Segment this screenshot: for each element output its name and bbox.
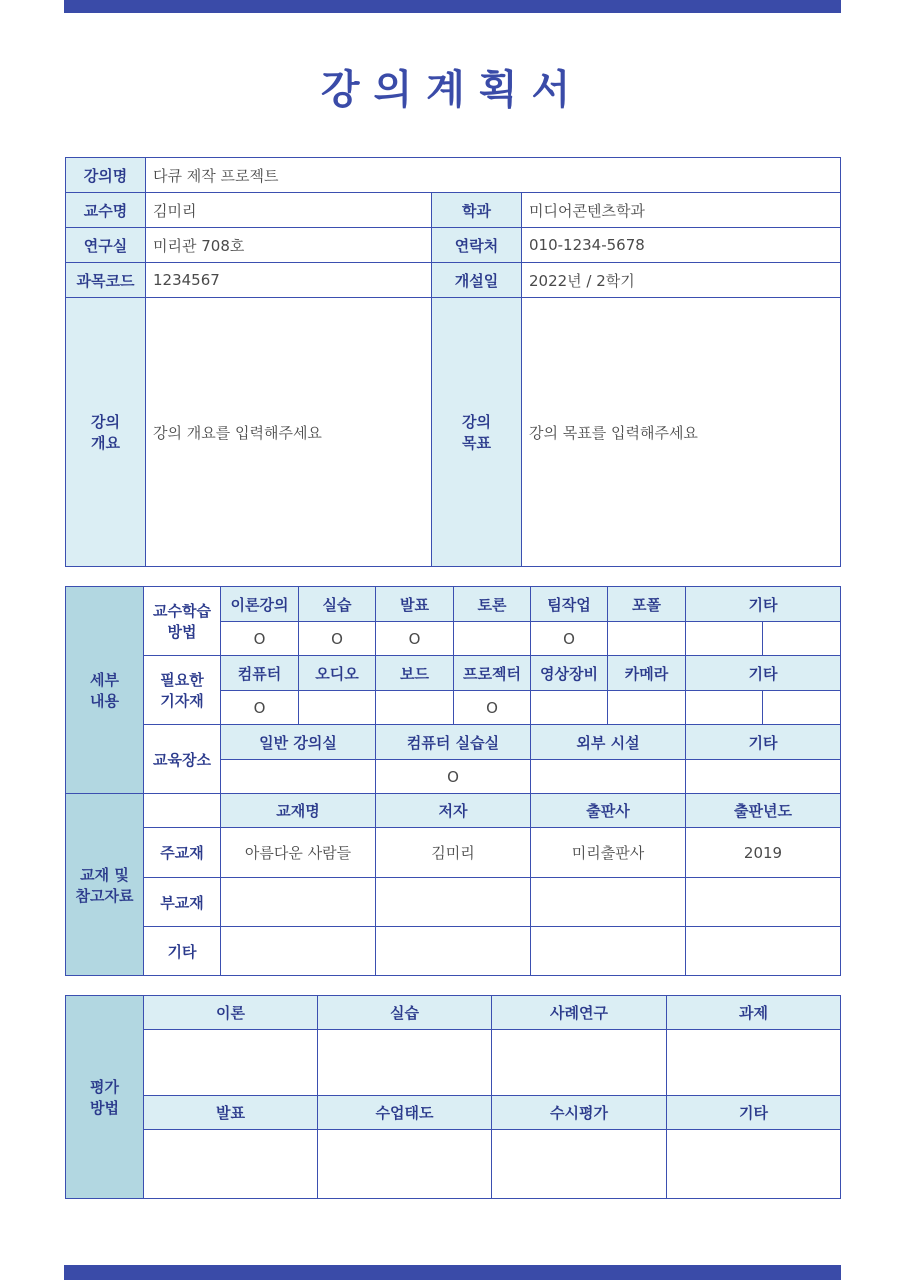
place-header-3: 기타: [685, 724, 841, 760]
book-publisher-0[interactable]: 미리출판사: [530, 827, 686, 878]
equipment-value-2[interactable]: [375, 690, 454, 725]
methods-header-4: 팀작업: [530, 586, 608, 622]
eval-bottom-value-3[interactable]: [666, 1129, 841, 1199]
equipment-header-4: 영상장비: [530, 655, 608, 691]
place-value-3[interactable]: [685, 759, 841, 794]
eval-bottom-value-0[interactable]: [143, 1129, 318, 1199]
label-contact: 연락처: [431, 227, 522, 263]
label-semester: 개설일: [431, 262, 522, 298]
equipment-header-6: 기타: [685, 655, 841, 691]
field-overview[interactable]: 강의 개요를 입력해주세요: [145, 297, 432, 567]
label-equipment: 필요한 기자재: [143, 655, 221, 725]
field-course-name[interactable]: 다큐 제작 프로젝트: [145, 157, 841, 193]
book-author-2[interactable]: [375, 926, 531, 976]
field-contact[interactable]: 010-1234-5678: [521, 227, 841, 263]
place-header-0: 일반 강의실: [220, 724, 376, 760]
label-dept: 학과: [431, 192, 522, 228]
place-header-1: 컴퓨터 실습실: [375, 724, 531, 760]
equipment-header-3: 프로젝터: [453, 655, 531, 691]
book-publisher-1[interactable]: [530, 877, 686, 927]
page-title: 강의계획서: [320, 66, 585, 113]
place-value-2[interactable]: [530, 759, 686, 794]
label-books-section: 교재 및 참고자료: [65, 793, 144, 976]
eval-top-value-0[interactable]: [143, 1029, 318, 1096]
eval-bottom-header-0: 발표: [143, 1095, 318, 1130]
eval-bottom-header-1: 수업태도: [317, 1095, 492, 1130]
eval-bottom-value-2[interactable]: [491, 1129, 667, 1199]
book-author-1[interactable]: [375, 877, 531, 927]
eval-top-header-2: 사례연구: [491, 995, 667, 1030]
equipment-header-0: 컴퓨터: [220, 655, 299, 691]
methods-value-1[interactable]: O: [298, 621, 376, 656]
label-code: 과목코드: [65, 262, 146, 298]
label-teaching-methods: 교수학습 방법: [143, 586, 221, 656]
eval-bottom-header-2: 수시평가: [491, 1095, 667, 1130]
books-header-2: 출판사: [530, 793, 686, 828]
equipment-header-1: 오디오: [298, 655, 376, 691]
methods-value-4[interactable]: O: [530, 621, 608, 656]
methods-header-2: 발표: [375, 586, 454, 622]
label-place: 교육장소: [143, 724, 221, 794]
methods-value-5[interactable]: [607, 621, 686, 656]
methods-value-0[interactable]: O: [220, 621, 299, 656]
field-semester[interactable]: 2022년 / 2학기: [521, 262, 841, 298]
methods-header-3: 토론: [453, 586, 531, 622]
book-title-2[interactable]: [220, 926, 376, 976]
label-details-section: 세부 내용: [65, 586, 144, 794]
top-accent-bar: [64, 0, 841, 13]
book-row-label-2: 기타: [143, 926, 221, 976]
book-year-1[interactable]: [685, 877, 841, 927]
book-title-1[interactable]: [220, 877, 376, 927]
books-header-blank: [143, 793, 221, 828]
books-header-1: 저자: [375, 793, 531, 828]
label-office: 연구실: [65, 227, 146, 263]
methods-value-2[interactable]: O: [375, 621, 454, 656]
methods-header-6: 기타: [685, 586, 841, 622]
field-professor[interactable]: 김미리: [145, 192, 432, 228]
equipment-header-2: 보드: [375, 655, 454, 691]
eval-bottom-header-3: 기타: [666, 1095, 841, 1130]
label-professor: 교수명: [65, 192, 146, 228]
equipment-value-3[interactable]: O: [453, 690, 531, 725]
book-publisher-2[interactable]: [530, 926, 686, 976]
eval-top-header-0: 이론: [143, 995, 318, 1030]
methods-value-7[interactable]: [762, 621, 841, 656]
place-header-2: 외부 시설: [530, 724, 686, 760]
book-year-2[interactable]: [685, 926, 841, 976]
methods-header-1: 실습: [298, 586, 376, 622]
eval-top-header-3: 과제: [666, 995, 841, 1030]
label-evaluation-section: 평가 방법: [65, 995, 144, 1199]
books-header-0: 교재명: [220, 793, 376, 828]
eval-top-header-1: 실습: [317, 995, 492, 1030]
bottom-accent-bar: [64, 1265, 841, 1280]
label-course-name: 강의명: [65, 157, 146, 193]
eval-top-value-3[interactable]: [666, 1029, 841, 1096]
equipment-value-5[interactable]: [607, 690, 686, 725]
field-dept[interactable]: 미디어콘텐츠학과: [521, 192, 841, 228]
place-value-0[interactable]: [220, 759, 376, 794]
methods-header-5: 포폴: [607, 586, 686, 622]
equipment-value-6[interactable]: [685, 690, 763, 725]
eval-top-value-1[interactable]: [317, 1029, 492, 1096]
book-title-0[interactable]: 아름다운 사람들: [220, 827, 376, 878]
methods-value-6[interactable]: [685, 621, 763, 656]
methods-value-3[interactable]: [453, 621, 531, 656]
label-overview: 강의 개요: [65, 297, 146, 567]
field-goal[interactable]: 강의 목표를 입력해주세요: [521, 297, 841, 567]
equipment-value-0[interactable]: O: [220, 690, 299, 725]
equipment-value-4[interactable]: [530, 690, 608, 725]
books-header-3: 출판년도: [685, 793, 841, 828]
book-row-label-1: 부교재: [143, 877, 221, 927]
book-author-0[interactable]: 김미리: [375, 827, 531, 878]
place-value-1[interactable]: O: [375, 759, 531, 794]
field-office[interactable]: 미리관 708호: [145, 227, 432, 263]
eval-top-value-2[interactable]: [491, 1029, 667, 1096]
eval-bottom-value-1[interactable]: [317, 1129, 492, 1199]
equipment-value-7[interactable]: [762, 690, 841, 725]
book-year-0[interactable]: 2019: [685, 827, 841, 878]
methods-header-0: 이론강의: [220, 586, 299, 622]
book-row-label-0: 주교재: [143, 827, 221, 878]
equipment-value-1[interactable]: [298, 690, 376, 725]
field-code[interactable]: 1234567: [145, 262, 432, 298]
equipment-header-5: 카메라: [607, 655, 686, 691]
label-goal: 강의 목표: [431, 297, 522, 567]
